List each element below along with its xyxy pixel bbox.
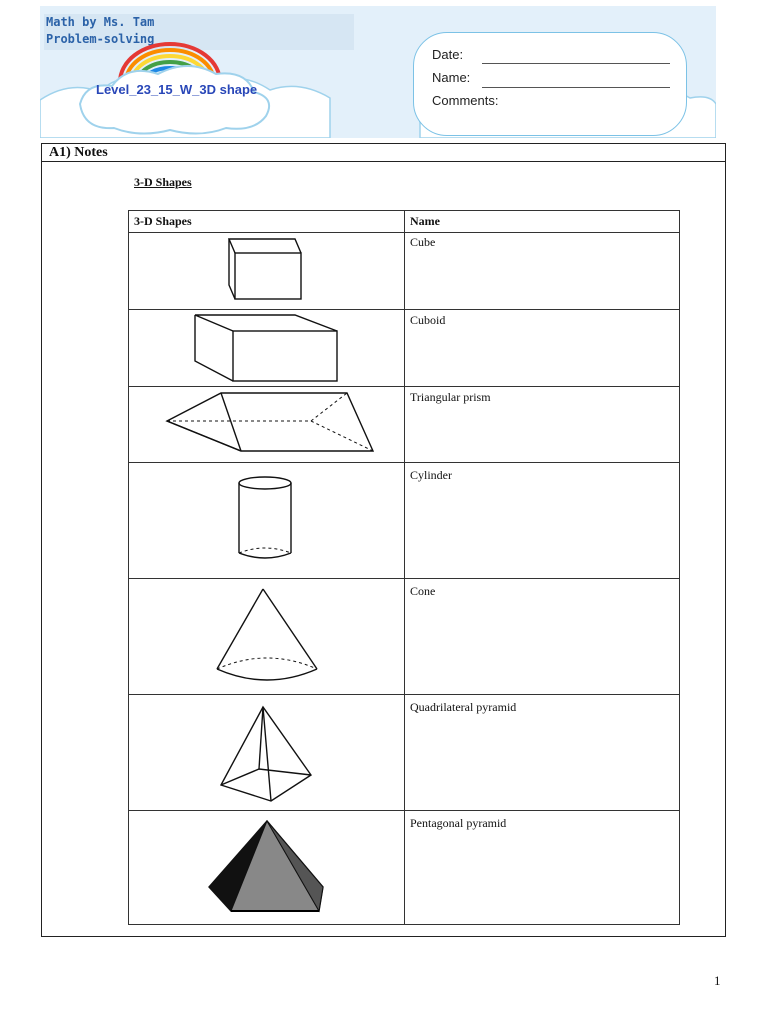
row-divider [129, 578, 679, 579]
shapes-table [128, 210, 680, 925]
comments-label: Comments: [432, 93, 499, 108]
row-divider [129, 232, 679, 233]
shape-name-cone: Cone [410, 584, 436, 598]
shape-name-pentagonal-pyramid: Pentagonal pyramid [410, 816, 507, 830]
row-divider [129, 462, 679, 463]
cube-drawing [225, 235, 309, 305]
pentagonal-pyramid-drawing [205, 817, 329, 917]
shape-name-triangular-prism: Triangular prism [410, 390, 491, 404]
shape-name-cuboid: Cuboid [410, 313, 446, 327]
notes-title: A1) Notes [49, 145, 108, 160]
row-divider [129, 309, 679, 310]
header-title: Math by Ms. Tam [46, 15, 155, 29]
page-number: 1 [714, 973, 721, 988]
row-divider [129, 386, 679, 387]
date-field[interactable] [482, 63, 670, 64]
row-divider [129, 694, 679, 695]
name-label: Name: [432, 70, 471, 85]
shape-name-cube: Cube [410, 235, 436, 249]
date-label: Date: [432, 47, 464, 62]
col-header-shapes: 3-D Shapes [134, 214, 192, 228]
quadrilateral-pyramid-drawing [217, 703, 317, 805]
shape-name-cylinder: Cylinder [410, 468, 452, 482]
col-header-name: Name [410, 214, 440, 228]
shapes-subtitle: 3-D Shapes [134, 175, 192, 189]
level-label: Level_23_15_W_3D shape [96, 82, 258, 97]
column-divider [404, 211, 405, 924]
triangular-prism-drawing [161, 389, 377, 455]
cuboid-drawing [191, 311, 341, 385]
cylinder-drawing [235, 473, 295, 563]
shape-name-quadrilateral-pyramid: Quadrilateral pyramid [410, 700, 517, 714]
header-subtitle: Problem-solving [46, 32, 155, 46]
cone-drawing [211, 585, 321, 691]
student-info-box [413, 32, 687, 136]
notes-header [42, 144, 725, 162]
name-field[interactable] [482, 87, 670, 88]
row-divider [129, 810, 679, 811]
